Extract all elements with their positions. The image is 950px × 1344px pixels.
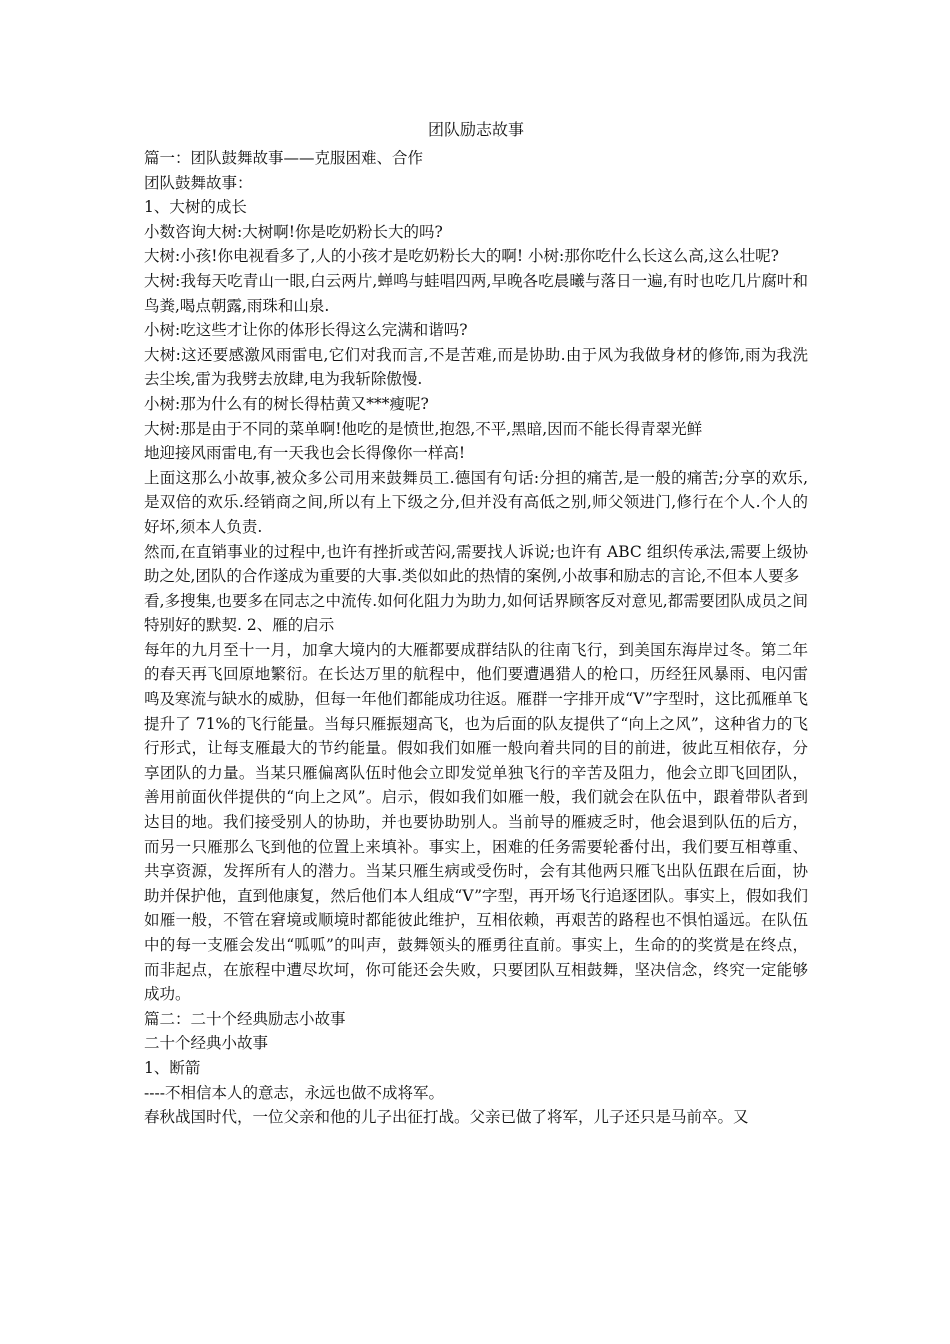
paragraph: 看,多搜集,也要多在同志之中流传.如何化阻力为助力,如何话界顾客反对意见,都需要团队成员之间特别好的默契. 2、雁的启示 (144, 591, 808, 635)
paragraph-section-label: 团队鼓舞故事： (144, 173, 253, 192)
paragraph: 小树:吃这些才让你的体形长得这么完满和谐吗? (144, 321, 468, 340)
paragraph-geese-story: 每年的九月至十一月，加拿大境内的大雁都要成群结队的往南飞行，到美国东海岸过冬。第二年的春天再飞回原地繁衍。在长达万里的航程中，他们要遭遇猎人的枪口，历经狂风暴雨、电闪雷鸣及寒流与缺水的威胁，但每一年他们都能成功往返。雁群一字排开成“V”字型时，这比孤雁单飞提升了 71%的飞行能量。当每只雁振翅高飞，也为后面的队友提供了“向上之风”，这种省力的飞行形式，让每支雁最大的节约能量。假如我们如雁一般向着共同的目的前进，彼此互相依存，分享团队的力量。当某只雁偏离队伍时他会立即发觉单独飞行的辛苦及阻力，他会立即飞回团队，善用前面伙伴提供的“向上之风”。启示，假如我们如雁一般，我们就会在队伍中，跟着带队者到达目的地。我们接受别人的协助，并也要协助别人。当前导的雁疲乏时，他会退到队伍的后方，而另一只雁那么飞到他的位置上来填补。事实上，困难的任务需要轮番付出，我们要互相尊重、共享资源，发挥所有人的潜力。当某只雁生病或受伤时，会有其他两只雁飞出队伍跟在后面，协助并保护他，直到他康复，然后他们本人组成“V”字型，再开场飞行追逐团队。事实上，假如我们如雁一般，不管在窘境或顺境时都能彼此维护，互相依赖，再艰苦的路程也不惧怕遥远。在队伍中的每一支雁会发出“呱呱”的叫声，鼓舞领头的雁勇往直前。事实上，生命的的奖赏是在终点，而非起点，在旅程中遭尽坎坷，你可能还会失败，只要团队互相鼓舞，坚决信念，终究一定能够成功。 (144, 640, 808, 1004)
document-title: 团队励志故事 (427, 120, 524, 139)
paragraph: 春秋战国时代，一位父亲和他的儿子出征打战。父亲已做了将军，儿子还只是马前卒。又 (144, 1108, 749, 1127)
paragraph-section-label: 二十个经典小故事 (144, 1034, 269, 1053)
paragraph-part1-heading: 篇一：团队鼓舞故事——克服困难、合作 (144, 149, 424, 167)
paragraph-story1-heading: 1、大树的成长 (144, 198, 247, 217)
paragraph: 然而,在直销事业的过程中,也许有挫折或苦闷,需要找人诉说;也许有 ABC 组织传承法,需要上级协助之处,团队的合作遂成为重要的大事.类似如此的热情的案例,小故事和励志的言论,不但本人要多 (144, 542, 808, 586)
paragraph: 大树:我每天吃青山一眼,白云两片,蝉鸣与蛙唱四两,早晚各吃晨曦与落日一遍,有时也吃几片腐叶和鸟粪,喝点朝露,雨珠和山泉. (144, 271, 808, 315)
paragraph: 大树:这还要感激风雨雷电,它们对我而言,不是苦难,而是协助.由于风为我做身材的修饰,雨为我洗去尘埃,雷为我劈去放肆,电为我斩除傲慢. (144, 345, 808, 389)
document-page (144, 118, 808, 1130)
paragraph: 小数咨询大树:大树啊!你是吃奶粉长大的吗? (144, 222, 443, 241)
paragraph: 小树:那为什么有的树长得枯黄又***瘦呢? (144, 394, 429, 413)
paragraph-story-heading: 1、断箭 (144, 1058, 201, 1077)
paragraph: ----不相信本人的意志，永远也做不成将军。 (144, 1083, 444, 1102)
paragraph-part2-heading: 篇二：二十个经典励志小故事 (144, 1009, 346, 1028)
paragraph: 地迎接风雨雷电,有一天我也会长得像你一样高! (144, 444, 466, 463)
paragraph: 大树:那是由于不同的菜单啊!他吃的是愤世,抱怨,不平,黑暗,因而不能长得青翠光鲜 (144, 419, 703, 438)
paragraph: 大树:小孩!你电视看多了,人的小孩才是吃奶粉长大的啊! 小树:那你吃什么长这么高,这么壮呢? (144, 247, 779, 266)
paragraph: 上面这那么小故事,被众多公司用来鼓舞员工.德国有句话:分担的痛苦,是一般的痛苦;分享的欢乐,是双倍的欢乐.经销商之间,所以有上下级之分,但并没有高低之别,师父领进门,修行在个人.个人的好坏,须本人负责. (144, 468, 808, 536)
